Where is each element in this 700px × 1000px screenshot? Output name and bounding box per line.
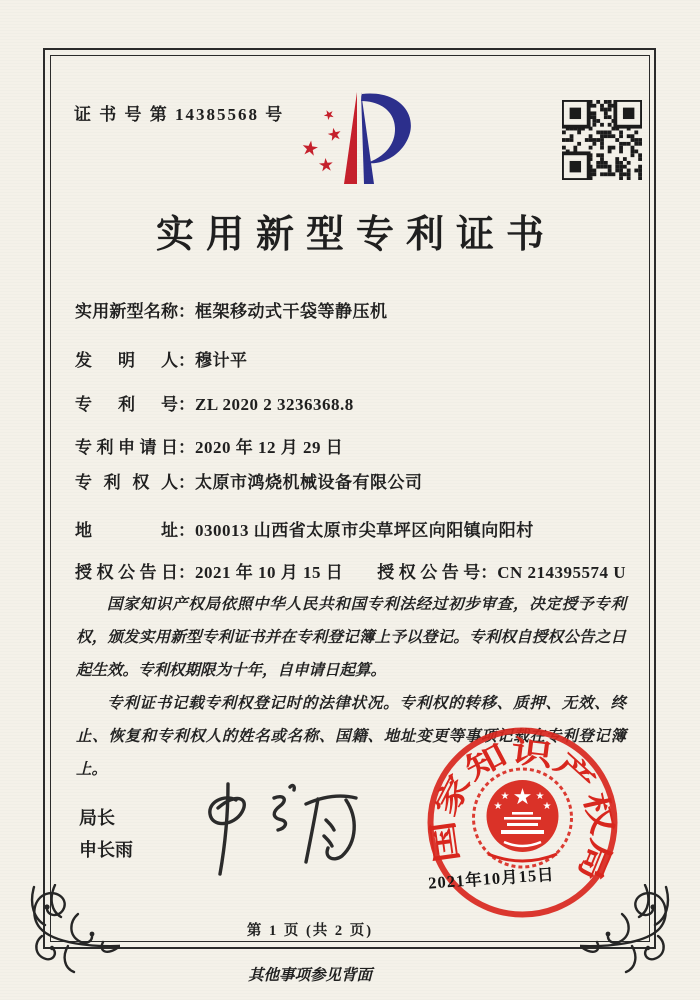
field-patent-number [75, 390, 354, 415]
field-application-date [75, 433, 343, 458]
logo-star-icon: ★ [317, 154, 335, 176]
field-patentee [75, 468, 423, 493]
colon: ： [178, 521, 195, 540]
emblem-star-icon: ★ [500, 791, 510, 802]
field-label: 专利权人 [75, 473, 178, 492]
field-label: 授权公告日 [75, 563, 178, 582]
emblem-star-icon: ★ [493, 801, 503, 812]
field-label: 专利号 [75, 395, 178, 414]
certificate-number: 证 书 号 第 14385568 号 [74, 105, 285, 124]
field-value: 框架移动式干袋等静压机 [195, 302, 388, 321]
emblem-star-icon: ★ [535, 791, 545, 802]
colon: ： [178, 351, 195, 370]
commissioner-title: 局长 [79, 808, 115, 828]
emblem-star-icon: ★ [542, 801, 552, 812]
logo-star-icon: ★ [299, 136, 321, 162]
field-label: 地址 [75, 521, 178, 540]
field-value: 2020 年 12 月 29 日 [195, 438, 344, 457]
qr-code [562, 100, 642, 180]
field-label: 发明人 [75, 351, 178, 370]
field-label: 授权公告号 [377, 563, 481, 582]
seal-text: 国家知识产权局 [428, 735, 618, 875]
field-utility-model-name [75, 297, 388, 322]
colon: ： [178, 395, 195, 414]
field-label: 专利申请日 [75, 438, 178, 457]
commissioner-name: 申长雨 [79, 840, 133, 860]
emblem-star-icon: ★ [512, 784, 533, 809]
cnipa-logo [287, 86, 419, 188]
field-address [75, 516, 534, 541]
seal-date: 2021年10月15日 [427, 864, 556, 893]
field-inventor [75, 346, 248, 371]
field-value: 太原市鸿烧机械设备有限公司 [195, 473, 423, 492]
page-number: 第 1 页 (共 2 页) [246, 923, 374, 939]
back-side-note: 其他事项参见背面 [247, 967, 372, 984]
field-value: 穆计平 [195, 351, 248, 370]
colon: ： [178, 438, 195, 457]
field-label: 实用新型名称 [75, 302, 178, 321]
field-value: 2021 年 10 月 15 日 [195, 563, 344, 582]
certificate-title: 实用新型专利证书 [155, 214, 556, 256]
colon: ： [480, 563, 498, 582]
field-value: CN 214395574 U [497, 563, 627, 582]
colon: ： [178, 473, 195, 492]
logo-star-icon: ★ [325, 123, 345, 146]
handwritten-signature [178, 778, 373, 878]
field-value: ZL 2020 2 3236368.8 [195, 395, 354, 414]
logo-star-icon: ★ [320, 105, 338, 124]
colon: ： [178, 563, 195, 582]
colon: ： [178, 302, 195, 321]
field-value: 030013 山西省太原市尖草坪区向阳镇向阳村 [195, 521, 534, 540]
field-grant-date-and-number [75, 558, 626, 583]
legal-paragraph-2: 专利证书记载专利权登记时的法律状况。专利权的转移、质押、无效、终止、恢复和专利权人的姓名或名称、国籍、地址变更等事项记载在专利登记簿上。 [76, 695, 626, 778]
legal-paragraph-1: 国家知识产权局依照中华人民共和国专利法经过初步审查，决定授予专利权，颁发实用新型专利证书并在专利登记簿上予以登记。专利权自授权公告之日起生效。专利权期限为十年，自申请日起算。 [76, 596, 626, 679]
